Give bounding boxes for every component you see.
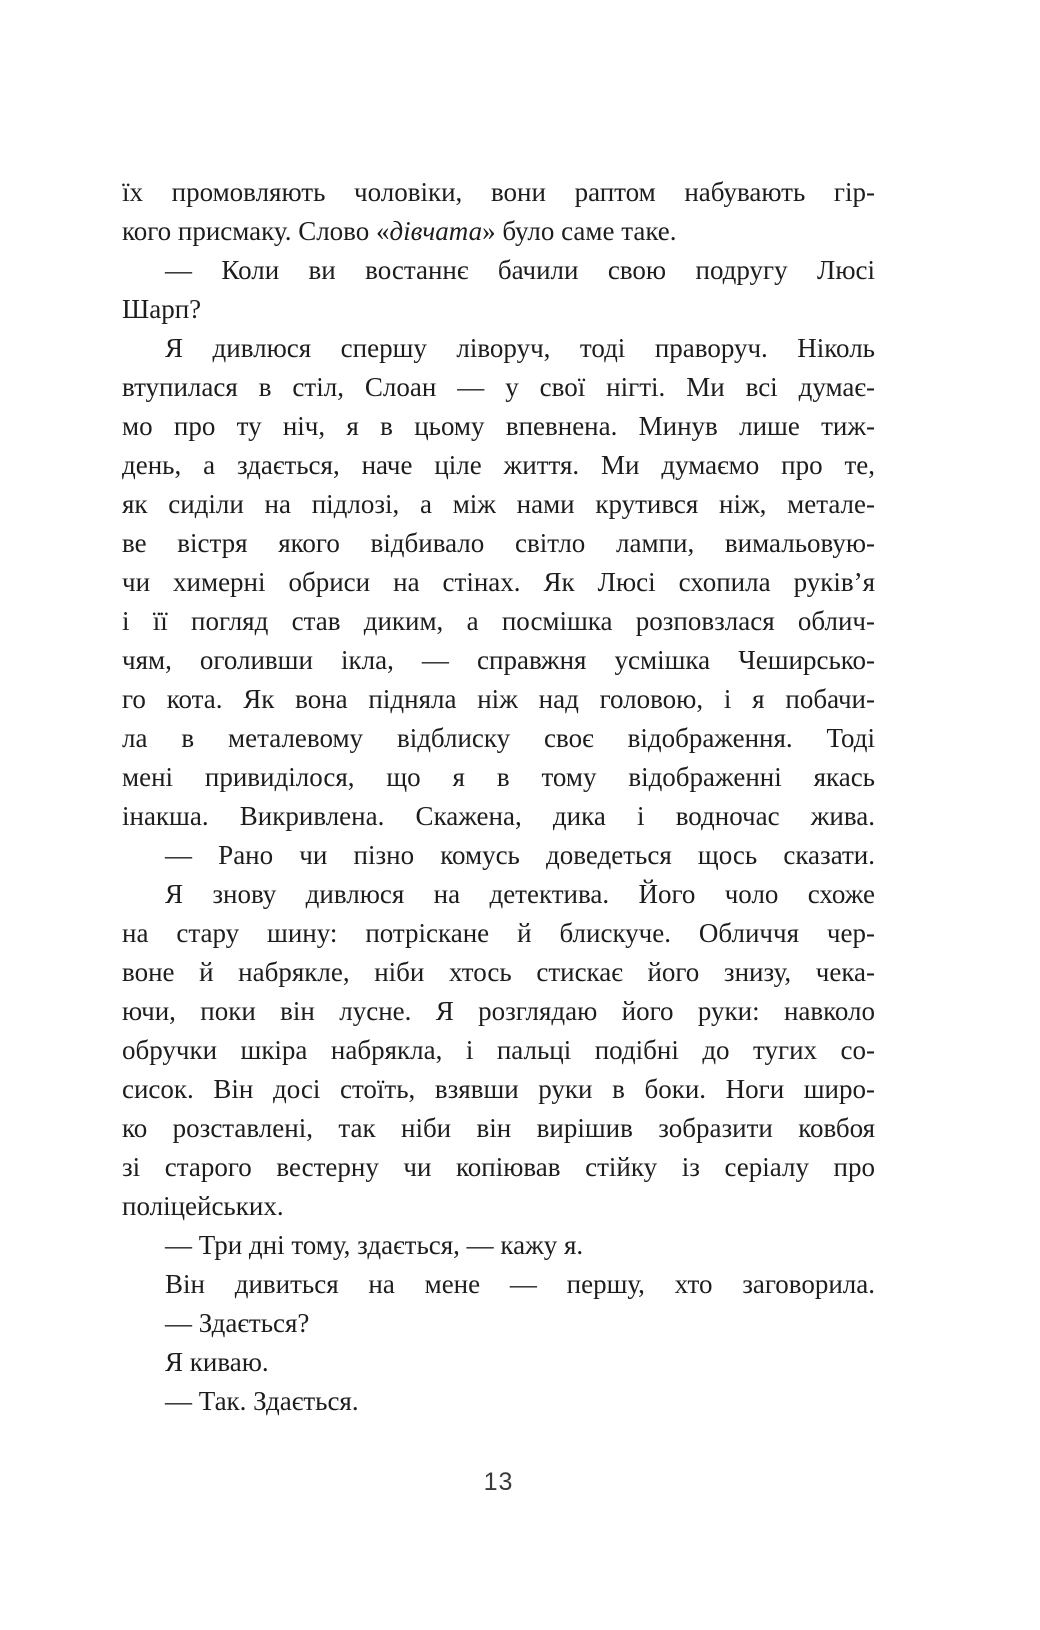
text-line	[122, 1187, 875, 1226]
text-line	[122, 485, 875, 524]
text-line	[122, 641, 875, 680]
text-line	[122, 563, 875, 602]
text-line	[122, 212, 875, 251]
text-line	[122, 719, 875, 758]
text-line	[122, 407, 875, 446]
text-line	[122, 1109, 875, 1148]
text-line	[122, 1382, 875, 1421]
text-segment: » було саме таке.	[482, 216, 677, 246]
text-segment: їх промовляють чоловіки, вони раптом набувають гір-	[122, 177, 875, 207]
text-segment: — Так. Здається.	[165, 1386, 359, 1416]
text-segment: воне й набрякле, ніби хтось стискає його знизу, чека-	[122, 957, 875, 987]
text-segment: мені привиділося, що я в тому відображенні якась	[122, 762, 875, 792]
text-line	[122, 836, 875, 875]
text-line	[122, 1070, 875, 1109]
text-segment: втупилася в стіл, Слоан — у свої нігті. Ми всі думає-	[122, 372, 875, 402]
text-line	[122, 875, 875, 914]
text-segment: поліцейських.	[122, 1191, 284, 1221]
text-segment: ючи, поки він лусне. Я розглядаю його руки: навколо	[122, 996, 875, 1026]
text-line	[122, 602, 875, 641]
text-line	[122, 446, 875, 485]
text-segment: Я киваю.	[165, 1347, 269, 1377]
text-line	[122, 680, 875, 719]
text-line	[122, 368, 875, 407]
text-line	[122, 1265, 875, 1304]
text-segment: ла в металевому відблиску своє відображення. Тоді	[122, 723, 875, 753]
text-line	[122, 914, 875, 953]
text-line	[122, 797, 875, 836]
text-segment: і її погляд став диким, а посмішка розповзлася облич-	[122, 606, 875, 636]
text-segment: Шарп?	[122, 294, 202, 324]
text-segment: — Три дні тому, здається, — кажу я.	[165, 1230, 584, 1260]
text-segment: ве вістря якого відбивало світло лампи, вимальовую-	[122, 528, 875, 558]
text-segment: обручки шкіра набрякла, і пальці подібні до тугих со-	[122, 1035, 875, 1065]
text-line	[122, 992, 875, 1031]
text-segment: — Здається?	[165, 1308, 310, 1338]
text-segment: Я знову дивлюся на детектива. Його чоло схоже	[165, 879, 875, 909]
text-segment: день, а здається, наче ціле життя. Ми думаємо про те,	[122, 450, 875, 480]
text-segment: кого присмаку. Слово «	[122, 216, 390, 246]
text-segment: чи химерні обриси на стінах. Як Люсі схопила руків’я	[122, 567, 875, 597]
text-line	[122, 251, 875, 290]
text-segment: — Рано чи пізно комусь доведеться щось сказати.	[165, 840, 875, 870]
text-segment: Він дивиться на мене — першу, хто заговорила.	[165, 1269, 875, 1299]
text-line	[122, 290, 875, 329]
text-segment: сисок. Він досі стоїть, взявши руки в боки. Ноги широ-	[122, 1074, 875, 1104]
text-line	[122, 1304, 875, 1343]
text-segment: го кота. Як вона підняла ніж над головою, і я побачи-	[122, 684, 875, 714]
text-line	[122, 758, 875, 797]
text-segment: мо про ту ніч, я в цьому впевнена. Минув лише тиж-	[122, 411, 875, 441]
text-segment: ко розставлені, так ніби він вирішив зобразити ковбоя	[122, 1113, 875, 1143]
text-segment: зі старого вестерну чи копіював стійку із серіалу про	[122, 1152, 875, 1182]
text-line	[122, 524, 875, 563]
text-segment: як сиділи на підлозі, а між нами крутився ніж, метале-	[122, 489, 875, 519]
text-segment: — Коли ви востаннє бачили свою подругу Люсі	[165, 255, 875, 285]
text-segment: Я дивлюся спершу ліворуч, тоді праворуч. Ніколь	[165, 333, 875, 363]
text-line	[122, 1031, 875, 1070]
page-number: 13	[483, 1468, 514, 1496]
text-line	[122, 1226, 875, 1265]
text-line	[122, 1148, 875, 1187]
text-line	[122, 329, 875, 368]
text-segment: інакша. Викривлена. Скажена, дика і водночас жива.	[122, 801, 875, 831]
text-segment: на стару шину: потріскане й блискуче. Обличчя чер-	[122, 918, 875, 948]
text-line	[122, 953, 875, 992]
italic-text: дівчата	[389, 216, 483, 246]
text-line	[122, 173, 875, 212]
text-segment: чям, оголивши ікла, — справжня усмішка Чеширсько-	[122, 645, 875, 675]
body-text	[122, 173, 875, 1421]
text-line	[122, 1343, 875, 1382]
